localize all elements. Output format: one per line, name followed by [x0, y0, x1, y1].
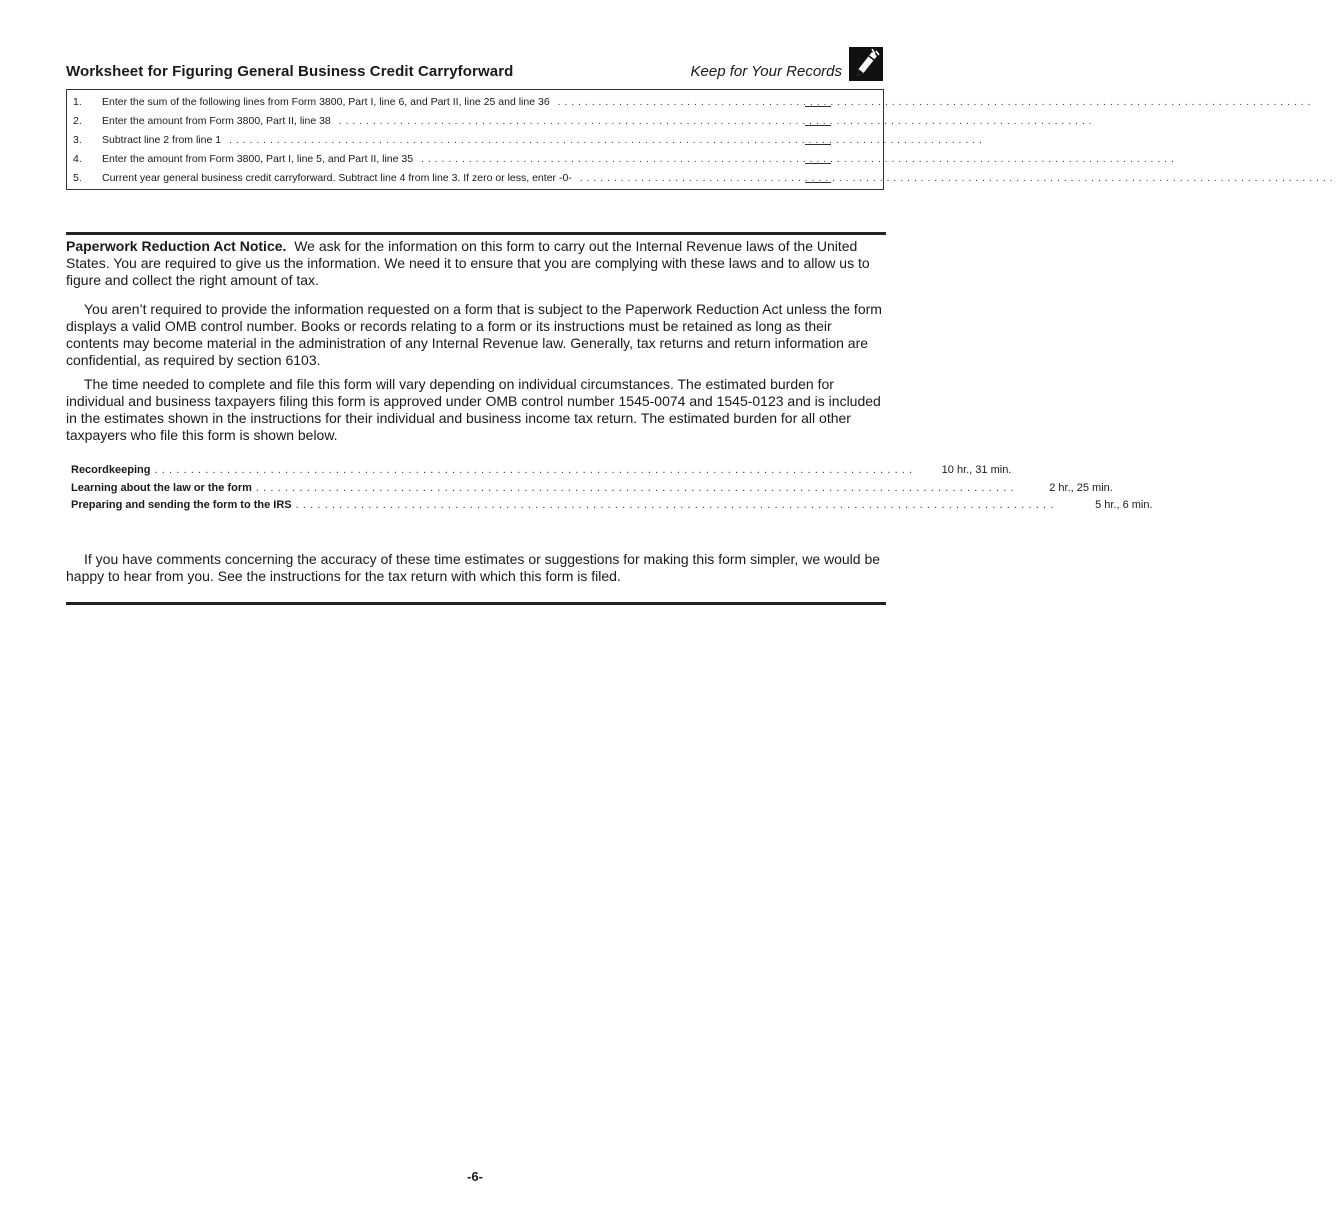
worksheet-header — [66, 60, 886, 86]
amount-blank[interactable] — [805, 144, 831, 145]
notice-text-3: The time needed to complete and file this form will vary depending on individual circumstances. The estimated burden for individual and business taxpayers filing this form is approved under OMB control number 1545-0074 and 1545-0123 and is included in the estimates shown in the instructions for their individual and business income tax return. The estimated burden for all other taxpayers who file this form is shown below. — [66, 376, 881, 443]
leader-dots: ......................................................................................................... — [255, 482, 1018, 494]
leader-dots: ............................................................................................................... — [229, 134, 986, 146]
notice-text-1: We ask for the information on this form to carry out the Internal Revenue laws of the United States. You are required to give us the information. We need it to ensure that you are complying with these laws and to allow us to figure and collect the right amount of tax. — [66, 238, 870, 288]
notice-heading: Paperwork Reduction Act Notice. — [66, 238, 287, 254]
time-estimate-row — [71, 480, 1113, 496]
time-label: Recordkeeping — [71, 464, 151, 476]
leader-dots: ......................................................................................................... — [154, 464, 917, 476]
notice-paragraph-4 — [66, 551, 886, 585]
section-rule-bottom — [66, 602, 886, 605]
amount-blank[interactable] — [805, 163, 831, 164]
notice-text-4: If you have comments concerning the accuracy of these time estimates or suggestions for making this form simpler, we would be happy to hear from you. See the instructions for the tax return with which this form is filed. — [66, 551, 881, 584]
worksheet-line — [67, 94, 1315, 110]
time-label: Preparing and sending the form to the IRS — [71, 499, 292, 511]
line-text: Current year general business credit carryforward. Subtract line 4 from line 3. If zero or less, enter -0- — [102, 172, 572, 184]
leader-dots: ............................................................................................................... — [421, 153, 1178, 165]
line-number: 4. — [73, 153, 82, 165]
time-estimate-row — [71, 497, 1153, 513]
notice-paragraph-2 — [66, 301, 886, 369]
worksheet-box — [66, 89, 1337, 190]
time-estimate-row — [71, 462, 1012, 478]
leader-dots: ......................................................................................................... — [295, 499, 1058, 511]
section-rule-top — [66, 232, 886, 235]
leader-dots: ............................................................................................................... — [579, 172, 1337, 184]
line-text: Subtract line 2 from line 1 — [102, 134, 222, 146]
worksheet-line — [67, 170, 1337, 186]
worksheet-title: Worksheet for Figuring General Business Credit Carryforward — [66, 63, 514, 80]
line-number: 2. — [73, 115, 82, 127]
line-number: 5. — [73, 172, 82, 184]
time-value: 10 hr., 31 min. — [941, 464, 1012, 476]
notice-paragraph-3 — [66, 376, 886, 444]
worksheet-line — [67, 132, 986, 148]
line-text: Enter the sum of the following lines from Form 3800, Part I, line 6, and Part II, line 25 and line 36 — [102, 96, 550, 108]
amount-blank[interactable] — [805, 182, 831, 183]
leader-dots: ............................................................................................................... — [338, 115, 1096, 127]
line-text: Enter the amount from Form 3800, Part II, line 38 — [102, 115, 331, 127]
worksheet-line — [67, 113, 1096, 129]
line-number: 3. — [73, 134, 82, 146]
line-number: 1. — [73, 96, 82, 108]
amount-blank[interactable] — [805, 106, 831, 107]
page-number: -6- — [467, 1169, 483, 1184]
notice-paragraph-1 — [66, 238, 886, 289]
time-value: 5 hr., 6 min. — [1095, 499, 1153, 511]
time-label: Learning about the law or the form — [71, 482, 252, 494]
pencil-icon — [848, 46, 884, 82]
leader-dots: ............................................................................................................... — [557, 96, 1315, 108]
notice-text-2: You aren’t required to provide the information requested on a form that is subject to the Paperwork Reduction Act unless the form displays a valid OMB control number. Books or records relating to a form or its instructions must be retained as long as their contents may become material in the administration of any Internal Revenue law. Generally, tax returns and return information are confidential, as required by section 6103. — [66, 301, 882, 368]
time-value: 2 hr., 25 min. — [1049, 482, 1113, 494]
amount-blank[interactable] — [805, 125, 831, 126]
line-text: Enter the amount from Form 3800, Part I, line 5, and Part II, line 35 — [102, 153, 414, 165]
worksheet-line — [67, 151, 1178, 167]
keep-records-label: Keep for Your Records — [690, 63, 842, 80]
